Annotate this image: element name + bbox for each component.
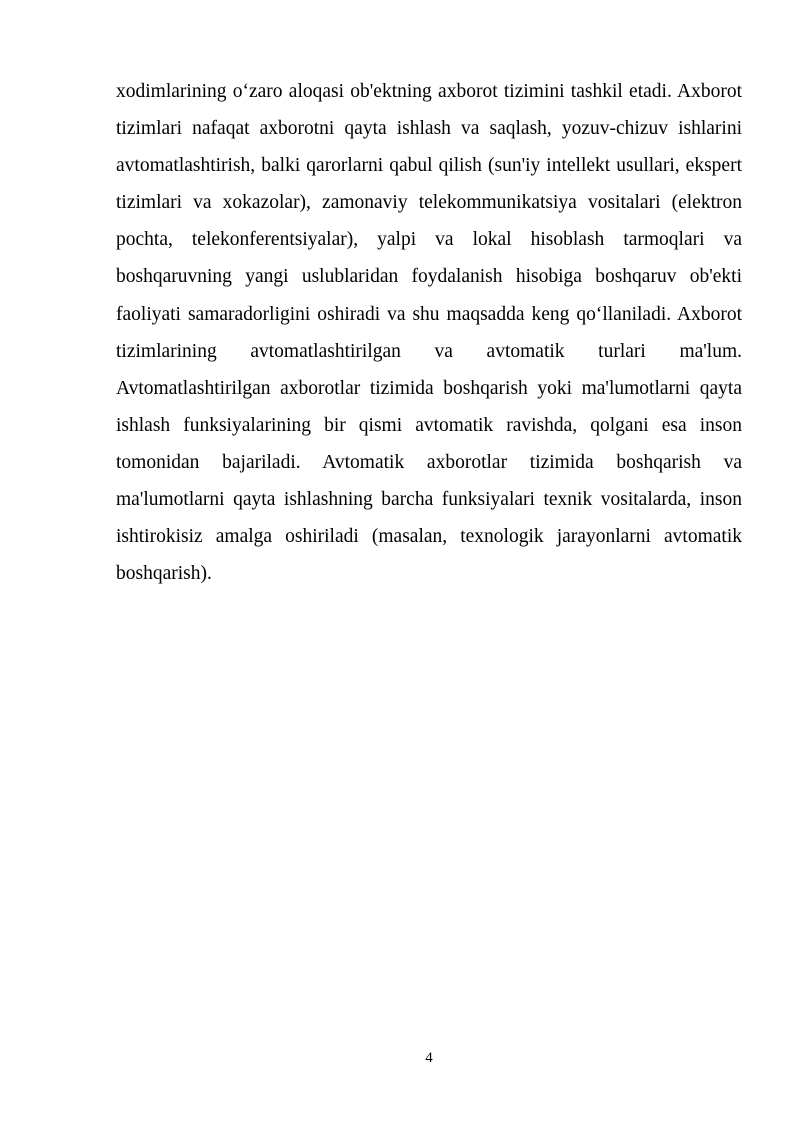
page-number: 4 bbox=[425, 1050, 433, 1066]
body-paragraph: xodimlarining o‘zaro aloqasi ob'ektning axborot tizimini tashkil etadi. Axborot tizimlari nafaqat axborotni qayta ishlash va saqlash, yozuv-chizuv ishlarini avtomatlashtirish, balki qarorlarni qabul qilish (sun'iy intellekt usullari, ekspert tizimlari va xokazolar), zamonaviy telekommunikatsiya vositalari (elektron pochta, telekonferentsiyalar), yalpi va lokal hisoblash tarmoqlari va boshqaruvning yangi uslublaridan foydalanish hisobiga boshqaruv ob'ekti faoliyati samaradorligini oshiradi va shu maqsadda keng qo‘llaniladi. Axborot tizimlarining avtomatlashtirilgan va avtomatik turlari ma'lum. Avtomatlashtirilgan axborotlar tizimida boshqarish yoki ma'lumotlarni qayta ishlash funksiyalarining bir qismi avtomatik ravishda, qolgani esa inson tomonidan bajariladi. Avtomatik axborotlar tizimida boshqarish va ma'lumotlarni qayta ishlashning barcha funksiyalari texnik vositalarda, inson ishtirokisiz amalga oshiriladi (masalan, texnologik jarayonlarni avtomatik boshqarish). bbox=[116, 81, 742, 585]
